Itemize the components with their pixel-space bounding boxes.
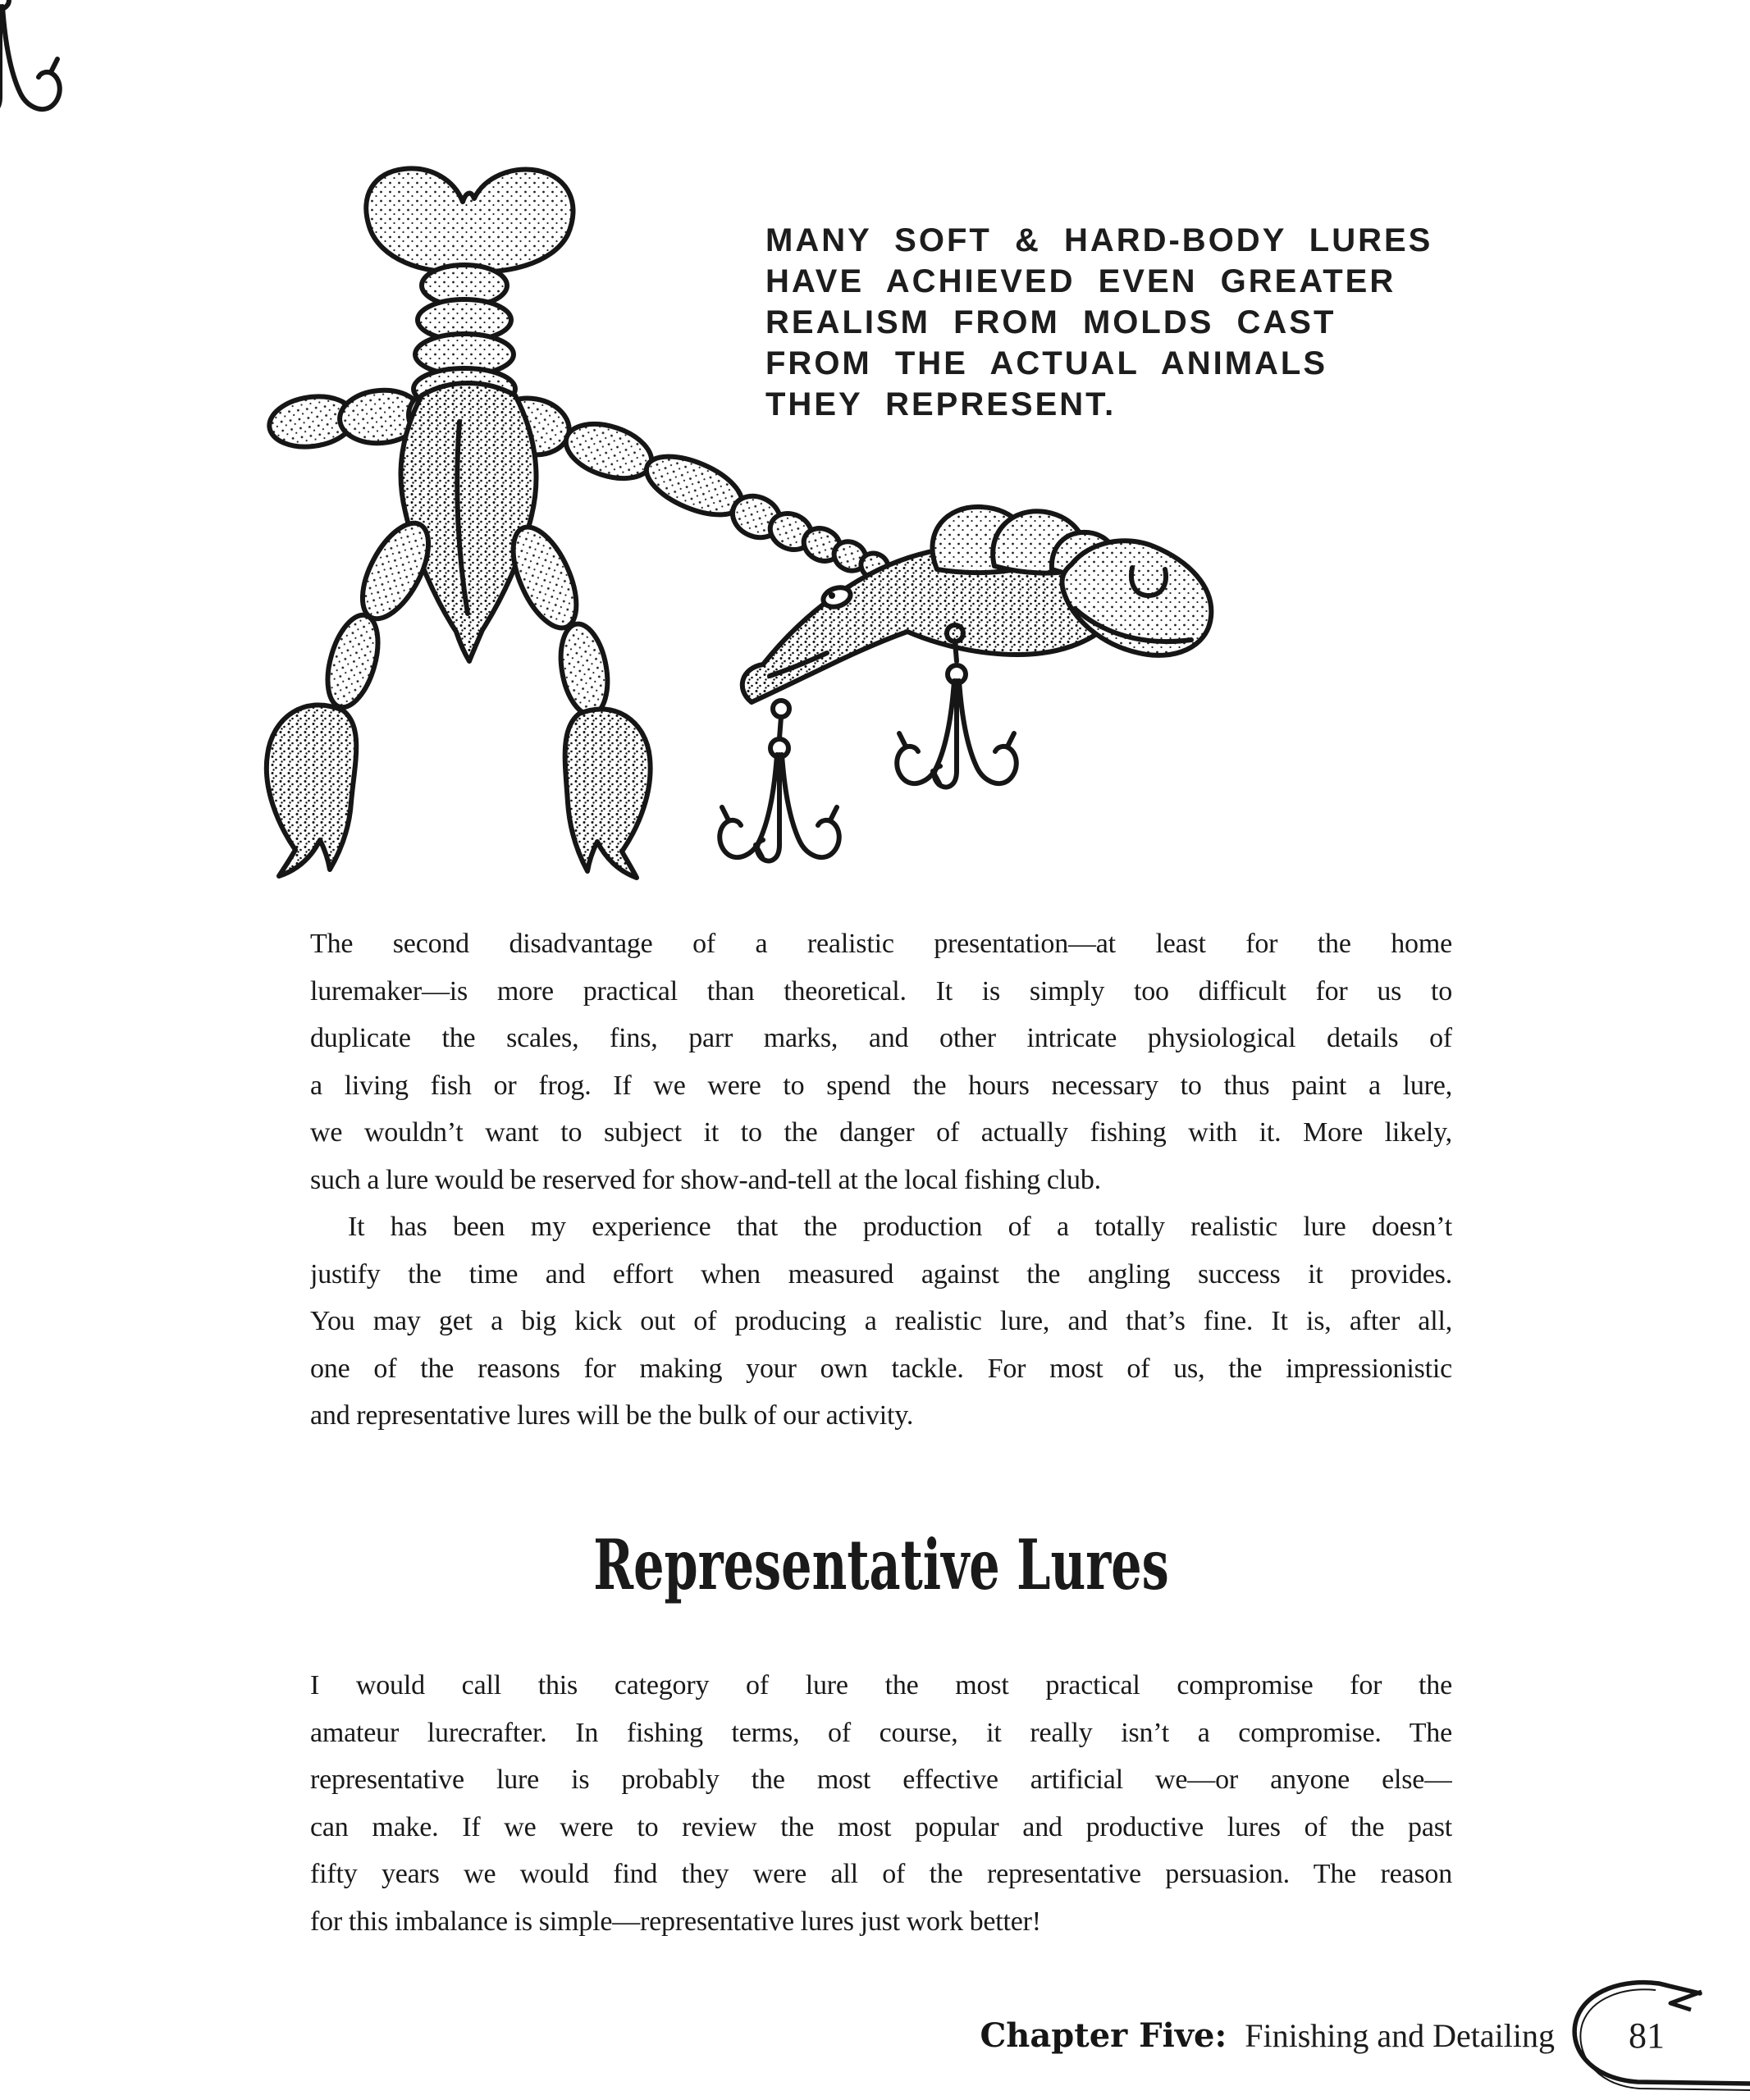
body-line: we wouldn’t want to subject it to the danger of actually fishing with it. More likely, [310, 1117, 1452, 1148]
body-line: justify the time and effort when measured against the angling success it provides. [310, 1258, 1452, 1290]
body-line: The second disadvantage of a realistic presentation—at least for the home [310, 929, 1452, 959]
body-line: one of the reasons for making your own tackle. For most of us, the impressionistic [310, 1353, 1452, 1384]
body-line: I would call this category of lure the most practical compromise for the [310, 1670, 1452, 1701]
body-line: You may get a big kick out of producing a realistic lure, and that’s fine. It is, after all, [310, 1306, 1452, 1336]
caption-line: THEY REPRESENT. [765, 386, 1117, 422]
body-line: a living fish or frog. If we were to spend the hours necessary to thus paint a lure, [310, 1070, 1452, 1101]
body-line: It has been my experience that the production of a totally realistic lure doesn’t [348, 1212, 1452, 1242]
crawfish-left-claw [267, 705, 356, 876]
crayfish-lures-illustration [0, 0, 1750, 919]
body-line: can make. If we were to review the most popular and productive lures of the past [310, 1811, 1452, 1842]
body-line: representative lure is probably the most effective artificial we—or anyone else— [310, 1764, 1452, 1795]
body-text-block-2 [310, 1662, 1452, 1945]
caption-line: REALISM FROM MOLDS CAST [765, 304, 1336, 340]
body-line: fifty years we would find they were all of the representative persuasion. The reason [310, 1859, 1452, 1889]
crawfish-tail-fan [366, 168, 573, 272]
body-line: duplicate the scales, fins, parr marks, and other intricate physiological details of [310, 1023, 1452, 1053]
section-heading: Representative Lures [593, 1524, 1169, 1605]
body-line: luremaker—is more practical than theoretical. It is simply too difficult for us to [310, 975, 1452, 1007]
crawfish-right-claw [565, 709, 651, 878]
body-line: for this imbalance is simple—representative lures just work better! [310, 1906, 1041, 1937]
chapter-label: Chapter Five: [980, 2016, 1227, 2055]
body-text-block-1 [310, 920, 1452, 1440]
caption-line: FROM THE ACTUAL ANIMALS [765, 345, 1328, 381]
crawfish-carapace [400, 383, 536, 661]
body-line: such a lure would be reserved for show-and-tell at the local fishing club. [310, 1164, 1101, 1195]
illustration-caption [765, 220, 1504, 425]
treble-hook-icon [0, 0, 60, 112]
page-footer [310, 2016, 1555, 2056]
body-line: amateur lurecrafter. In fishing terms, of course, it really isn’t a compromise. The [310, 1717, 1452, 1748]
caption-line: HAVE ACHIEVED EVEN GREATER [765, 263, 1396, 299]
chapter-title: Finishing and Detailing [1245, 2017, 1555, 2054]
page-number: 81 [1629, 2016, 1665, 2056]
body-line: and representative lures will be the bulk of our activity. [310, 1400, 914, 1431]
caption-line: MANY SOFT & HARD-BODY LURES [765, 222, 1433, 258]
